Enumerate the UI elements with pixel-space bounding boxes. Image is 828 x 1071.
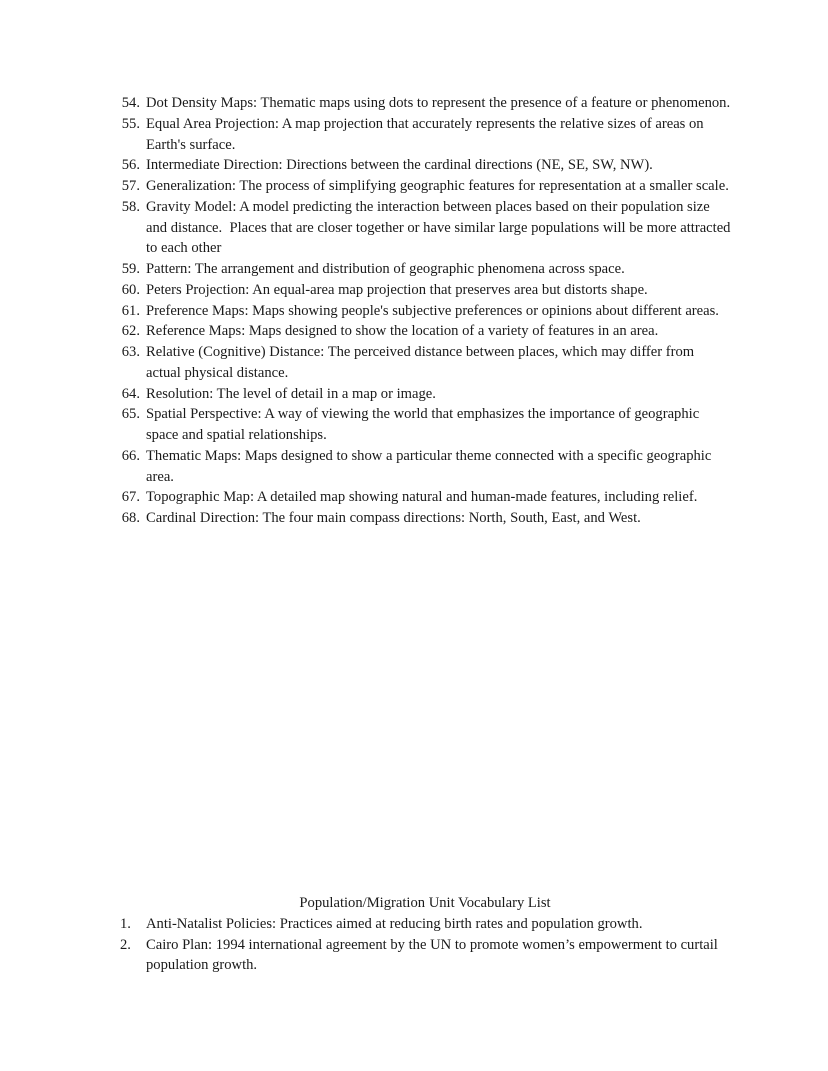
- list-item: [118, 197, 735, 259]
- vocabulary-list-continued: [118, 93, 735, 529]
- list-item-text: Resolution: The level of detail in a map or image.: [146, 385, 436, 402]
- list-item: [118, 259, 732, 280]
- list-item: [118, 404, 732, 446]
- list-item: [118, 935, 732, 977]
- list-item-number: 58.: [121, 198, 140, 215]
- list-item: [118, 176, 732, 197]
- list-item-text: Dot Density Maps: Thematic maps using dots to represent the presence of a feature or phenomenon.: [146, 95, 731, 111]
- list-item-number: 55.: [121, 115, 140, 132]
- list-item: [118, 114, 732, 156]
- list-item-text: Relative (Cognitive) Distance: The perceived distance between places, which may differ from actual physical distance.: [146, 344, 698, 381]
- list-item: [118, 321, 732, 342]
- list-item-number: 59.: [121, 261, 140, 277]
- vocabulary-section-one: [118, 93, 735, 529]
- list-item-number: 61.: [121, 302, 140, 319]
- list-item-number: 1.: [120, 915, 131, 932]
- list-item-text: Anti-Natalist Policies: Practices aimed at reducing birth rates and population growth.: [146, 915, 643, 932]
- list-item-text: Equal Area Projection: A map projection that accurately represents the relative sizes of areas on Earth's surface.: [146, 115, 708, 153]
- list-item-number: 63.: [121, 344, 140, 360]
- list-item-text: Reference Maps: Maps designed to show the location of a variety of features in an area.: [146, 323, 659, 340]
- list-item-number: 65.: [121, 406, 140, 423]
- list-item-text: Thematic Maps: Maps designed to show a particular theme connected with a specific geographic area.: [146, 447, 715, 485]
- vocabulary-section-two: [118, 893, 732, 976]
- list-item-text: Gravity Model: A model predicting the interaction between places based on their population size and distance. Places that are closer together or have similar large populations will be more attracted to each other: [146, 198, 735, 257]
- list-item: [118, 508, 732, 529]
- list-item-text: Topographic Map: A detailed map showing natural and human-made features, including relief.: [146, 489, 698, 506]
- list-item: [118, 342, 732, 384]
- vocabulary-list-population-migration: [118, 914, 732, 976]
- list-item: [118, 487, 732, 508]
- list-item-number: 67.: [121, 489, 140, 506]
- list-item-text: Intermediate Direction: Directions between the cardinal directions (NE, SE, SW, NW).: [146, 157, 653, 174]
- list-item-text: Peters Projection: An equal-area map projection that preserves area but distorts shape.: [146, 281, 648, 298]
- list-item-number: 60.: [121, 281, 140, 298]
- list-item: [118, 446, 732, 488]
- list-item-number: 66.: [121, 447, 140, 464]
- list-item-text: Generalization: The process of simplifying geographic features for representation at a smaller scale.: [146, 178, 729, 194]
- list-item-text: Cairo Plan: 1994 international agreement by the UN to promote women’s empowerment to curtail population growth.: [146, 936, 722, 974]
- list-item-text: Spatial Perspective: A way of viewing the world that emphasizes the importance of geographic space and spatial relationships.: [146, 406, 703, 443]
- list-item: [118, 301, 732, 322]
- list-item-number: 68.: [121, 510, 140, 526]
- list-item: [118, 280, 732, 301]
- section-heading: Population/Migration Unit Vocabulary List: [299, 895, 551, 911]
- list-item-number: 57.: [121, 178, 140, 194]
- list-item-text: Cardinal Direction: The four main compass directions: North, South, East, and West.: [146, 510, 641, 526]
- list-item: [118, 155, 732, 176]
- list-item-text: Preference Maps: Maps showing people's subjective preferences or opinions about different areas.: [146, 302, 719, 319]
- list-item: [118, 93, 732, 114]
- list-item: [118, 384, 732, 405]
- list-item-number: 62.: [121, 323, 140, 340]
- list-item-number: 2.: [120, 936, 131, 953]
- list-item-number: 56.: [121, 157, 140, 174]
- list-item-text: Pattern: The arrangement and distribution of geographic phenomena across space.: [146, 261, 625, 277]
- list-item-number: 54.: [121, 95, 140, 111]
- list-item: [118, 914, 732, 935]
- list-item-number: 64.: [121, 385, 140, 402]
